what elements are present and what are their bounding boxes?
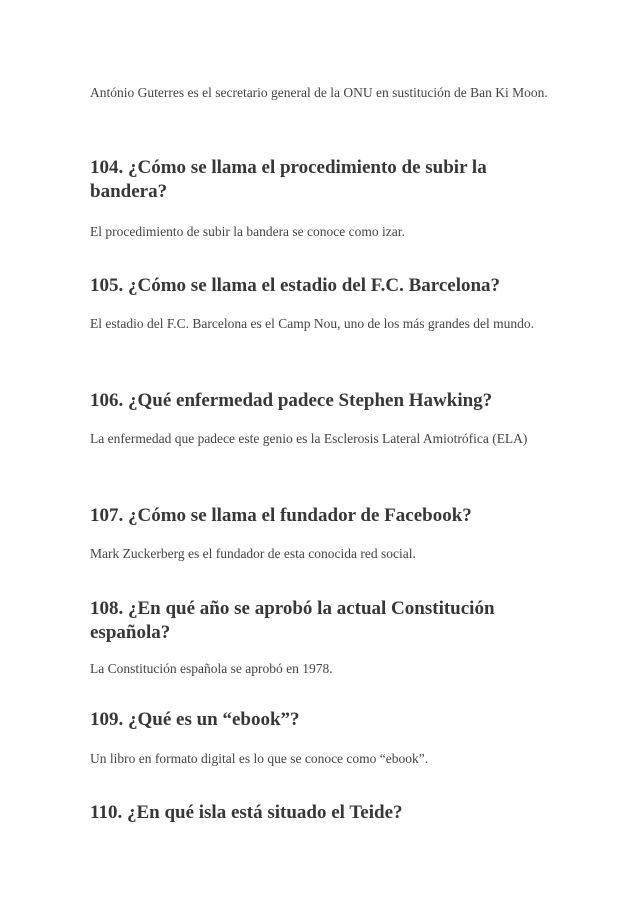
question-105-title: 105. ¿Cómo se llama el estadio del F.C. Barcelona? <box>90 275 501 296</box>
question-107-answer: Mark Zuckerberg es el fundador de esta conocida red social. <box>90 546 416 561</box>
question-105-answer: El estadio del F.C. Barcelona es el Camp Nou, uno de los más grandes del mundo. <box>90 316 534 331</box>
question-108-title: 108. ¿En qué año se aprobó la actual Constitución española? <box>90 598 495 643</box>
question-104-answer: El procedimiento de subir la bandera se conoce como izar. <box>90 224 405 239</box>
question-106-title: 106. ¿Qué enfermedad padece Stephen Hawking? <box>90 390 493 411</box>
intro-answer: António Guterres es el secretario general de la ONU en sustitución de Ban Ki Moon. <box>90 85 548 100</box>
question-109-answer: Un libro en formato digital es lo que se conoce como “ebook”. <box>90 751 429 766</box>
question-106-answer: La enfermedad que padece este genio es la Esclerosis Lateral Amiotrófica (ELA) <box>90 431 528 446</box>
question-109-title: 109. ¿Qué es un “ebook”? <box>90 709 300 730</box>
question-107-title: 107. ¿Cómo se llama el fundador de Facebook? <box>90 505 472 526</box>
question-104-title: 104. ¿Cómo se llama el procedimiento de subir la bandera? <box>90 157 487 202</box>
question-108-answer: La Constitución española se aprobó en 1978. <box>90 661 333 676</box>
question-110-title: 110. ¿En qué isla está situado el Teide? <box>90 802 403 823</box>
